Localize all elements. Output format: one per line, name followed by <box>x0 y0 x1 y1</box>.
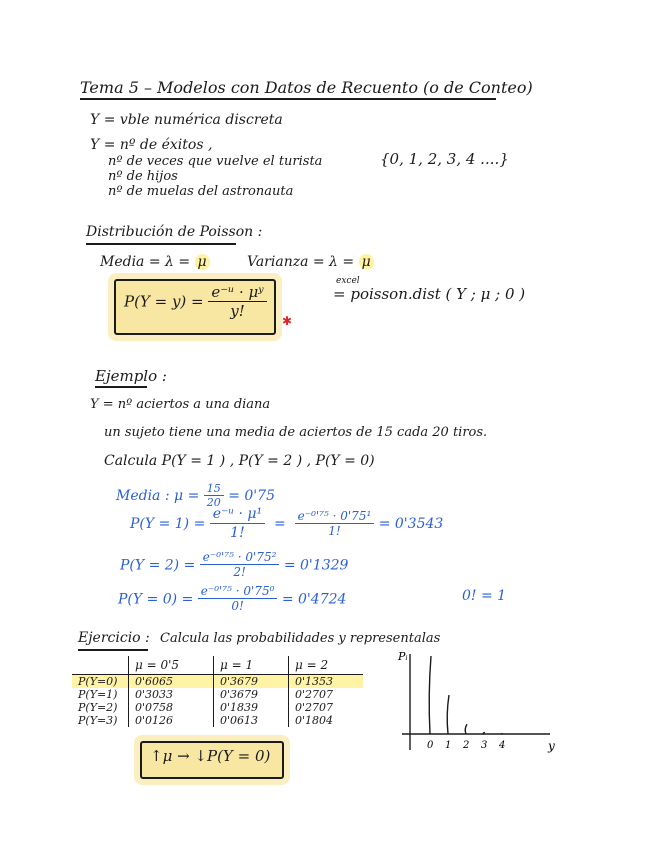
p1-denominator-numeric: 1! <box>328 523 341 538</box>
table-row <box>72 701 363 714</box>
intro-example-muelas: nº de muelas del astronauta <box>108 184 294 199</box>
media-rhs: = 0'75 <box>228 488 275 505</box>
ejemplo-heading: Ejemplo : <box>95 367 167 385</box>
poisson-heading-underline <box>86 243 236 245</box>
ejercicio-heading-underline <box>78 649 148 651</box>
row-label: P(Y=1) <box>78 688 118 701</box>
poisson-media <box>100 254 210 270</box>
p2-numerator: e⁻⁰'⁷⁵ · 0'75² <box>200 550 280 565</box>
table-header-row <box>72 656 363 675</box>
poisson-bar-graph <box>390 646 570 766</box>
intro-example-hijos: nº de hijos <box>108 169 178 184</box>
graph-tick-label: 4 <box>499 740 506 751</box>
graph-tick-label: 2 <box>463 740 470 751</box>
page-title: Tema 5 – Modelos con Datos de Recuento (o de Conteo) <box>80 78 533 97</box>
ejemplo-heading-underline <box>95 386 147 388</box>
poisson-formula <box>124 283 267 322</box>
graph-tick-label: 1 <box>445 740 452 751</box>
media-numerator: 15 <box>204 482 224 496</box>
formula-fraction <box>208 283 266 322</box>
table-cell: 0'2707 <box>289 701 364 714</box>
ejemplo-line-aciertos: Y = nº aciertos a una diana <box>90 397 271 412</box>
formula-numerator: e⁻ᵘ · μʸ <box>208 283 266 302</box>
p0-denominator: 0! <box>231 599 244 614</box>
p2-denominator: 2! <box>233 565 246 580</box>
graph-bar <box>465 724 467 734</box>
title-underline <box>80 98 496 100</box>
media-denominator: 20 <box>206 496 221 510</box>
graph-bar <box>447 695 449 734</box>
table-cell: 0'0613 <box>214 714 289 727</box>
p2-result: = 0'1329 <box>283 557 349 574</box>
p1-fraction <box>210 506 265 542</box>
table-cell: 0'3679 <box>214 675 289 689</box>
p1-numerator-numeric: e⁻⁰'⁷⁵ · 0'75¹ <box>295 509 375 524</box>
poisson-media-label: Media = λ = <box>100 254 191 270</box>
poisson-varianza <box>247 254 374 270</box>
mu-highlight-media: μ <box>195 254 210 270</box>
p0-result: = 0'4724 <box>281 591 347 608</box>
red-asterisk-icon: ✱ <box>282 314 293 328</box>
ejemplo-p1: P(Y = 1) = $\frac{\text{e⁻ᵘ · μ¹}}{1!}$ = $\frac{\text{e⁻⁰'⁷⁵ · 0'75¹}}{1!}$ = 0'3543 <box>130 506 444 541</box>
intro-example-turista: nº de veces que vuelve el turista <box>108 154 323 169</box>
graph-x-label: y <box>548 739 555 753</box>
table-cell: 0'1353 <box>289 675 364 689</box>
graph-y-label: Pᵢ <box>398 650 408 663</box>
table-row <box>72 714 363 727</box>
poisson-varianza-label: Varianza = λ = <box>247 254 355 270</box>
p0-numerator: e⁻⁰'⁷⁵ · 0'75⁰ <box>198 584 278 599</box>
p2-fraction <box>200 550 280 581</box>
ejercicio-text: Calcula las probabilidades y representalas <box>160 631 441 646</box>
ejemplo-p2 <box>120 550 348 581</box>
p1-result: = 0'3543 <box>378 515 444 532</box>
support-set: {0, 1, 2, 3, 4 ....} <box>380 150 509 168</box>
table-header-mu-05: μ = 0'5 <box>129 656 214 675</box>
intro-line-exitos: Y = nº de éxitos , <box>90 137 213 153</box>
row-label: P(Y=0) <box>72 675 129 689</box>
table-header-mu-1: μ = 1 <box>214 656 289 675</box>
media-lhs: Media : μ = <box>116 488 200 505</box>
table-cell: 0'1839 <box>214 701 289 714</box>
probability-table <box>72 656 363 727</box>
excel-formula: = poisson.dist ( Y ; μ ; 0 ) <box>333 285 526 303</box>
p2-lhs: P(Y = 2) = <box>120 557 196 574</box>
excel-label: excel <box>336 276 360 286</box>
table-cell: 0'3033 <box>129 688 214 701</box>
ejemplo-line-calcula: Calcula P(Y = 1 ) , P(Y = 2 ) , P(Y = 0) <box>104 453 375 469</box>
p1-denominator: 1! <box>230 524 245 541</box>
p0-fraction <box>198 584 278 615</box>
ejercicio-heading: Ejercicio : <box>78 630 150 646</box>
p0-lhs: P(Y = 0) = <box>118 591 194 608</box>
table-header-mu-2: μ = 2 <box>289 656 364 675</box>
table-header-empty <box>72 656 129 675</box>
ejemplo-line-sujeto: un sujeto tiene una media de aciertos de 15 cada 20 tiros. <box>104 425 488 440</box>
table-row <box>72 675 363 689</box>
conclusion-text: ↑μ → ↓P(Y = 0) <box>150 747 271 765</box>
zero-factorial-note: 0! = 1 <box>462 588 507 604</box>
graph-tick-label: 0 <box>427 740 434 751</box>
poisson-heading: Distribución de Poisson : <box>86 224 263 240</box>
graph-tick-label: 3 <box>481 740 488 751</box>
formula-lhs: P(Y = y) = <box>124 292 204 311</box>
intro-line-vble: Y = vble numérica discreta <box>90 112 283 128</box>
table-cell: 0'1804 <box>289 714 364 727</box>
table-cell: 0'0758 <box>129 701 214 714</box>
p1-fraction-numeric <box>295 509 375 540</box>
row-label: P(Y=3) <box>78 714 118 727</box>
ejemplo-p0 <box>118 584 346 615</box>
table-cell: 0'2707 <box>289 688 364 701</box>
table-cell: 0'3679 <box>214 688 289 701</box>
mu-highlight-varianza: μ <box>359 254 374 270</box>
row-label: P(Y=2) <box>78 701 118 714</box>
p1-lhs: P(Y = 1) = <box>130 515 206 532</box>
graph-bar <box>429 656 431 734</box>
p1-numerator: e⁻ᵘ · μ¹ <box>210 506 265 524</box>
table-cell: 0'0126 <box>129 714 214 727</box>
table-row <box>72 688 363 701</box>
table-cell: 0'6065 <box>129 675 214 689</box>
formula-denominator: y! <box>230 302 245 320</box>
